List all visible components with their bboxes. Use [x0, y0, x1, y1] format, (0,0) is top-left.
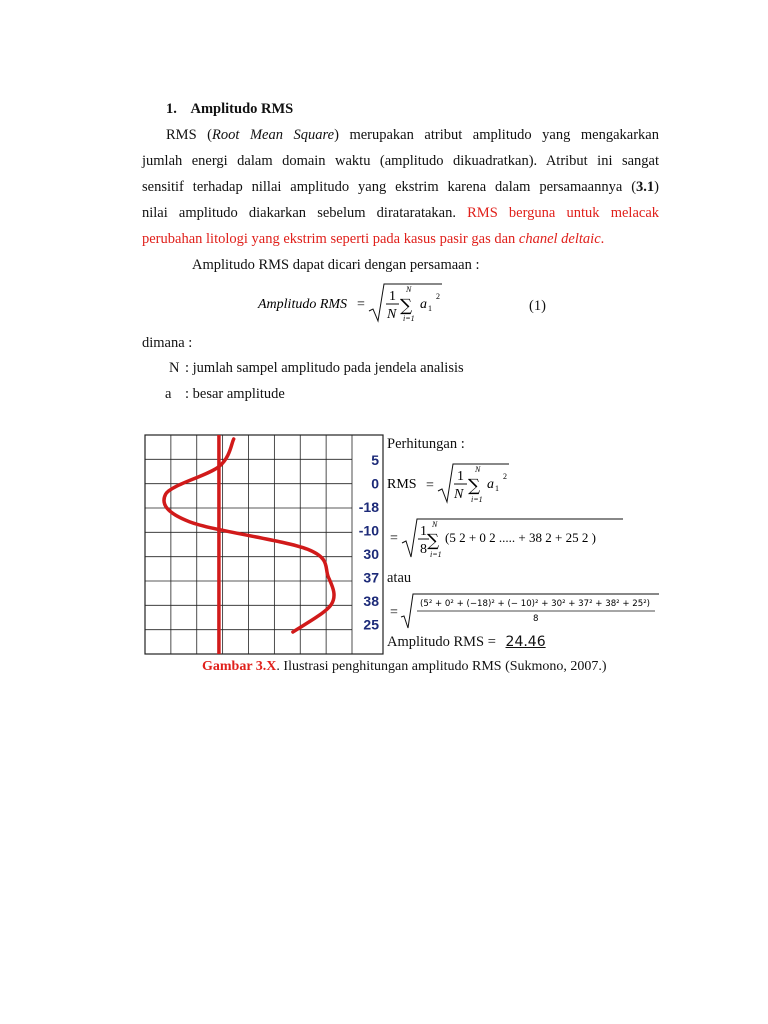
- calc-rms-label: RMS: [387, 477, 417, 492]
- sigma-icon: ∑: [400, 296, 413, 316]
- paragraph-line-2: [142, 152, 659, 170]
- sigma-icon: ∑: [468, 476, 481, 496]
- section-number: 1.: [166, 101, 177, 117]
- highlight-text: RMS berguna untuk melacak: [467, 205, 659, 221]
- calc-num: 1: [457, 469, 464, 484]
- where-item: [165, 385, 285, 403]
- result-label: Amplitudo RMS =: [387, 634, 496, 650]
- equation-1: [256, 281, 556, 327]
- where-item: [169, 359, 464, 377]
- eq-var: a: [420, 297, 427, 312]
- tick-label: -18: [358, 499, 379, 515]
- paragraph-line-5: [142, 230, 604, 248]
- eq-num: 1: [389, 289, 396, 304]
- calc-eq: =: [426, 478, 434, 493]
- calc-result: [387, 633, 546, 651]
- figure-caption: [202, 658, 607, 676]
- calc-rms-graphic: [387, 458, 527, 506]
- calc-rms-formula: [387, 458, 527, 506]
- where-label: dimana :: [142, 335, 193, 351]
- text-run: .: [600, 231, 605, 247]
- calc-sup: 2: [503, 472, 507, 481]
- highlight-text: perubahan litologi yang ekstrim seperti pada kasus pasir gas dan: [142, 231, 516, 247]
- paragraph-line-1: [166, 126, 659, 144]
- sum-bottom: i=1: [403, 314, 415, 323]
- calc-sub: 1: [495, 484, 499, 493]
- calc-var: a: [487, 477, 494, 492]
- where-desc: : besar amplitude: [185, 386, 285, 402]
- text-run: ): [654, 179, 659, 195]
- calc-long-den: 8: [533, 614, 539, 624]
- tick-label: 30: [363, 546, 379, 562]
- calc-long-formula: [387, 590, 662, 632]
- tick-label: 25: [363, 616, 379, 633]
- calc-eq: =: [390, 531, 398, 546]
- chart-grid: [145, 435, 383, 654]
- calc-title: Perhitungan :: [387, 436, 465, 452]
- chart-border: [145, 435, 383, 654]
- where-symbol: N: [169, 360, 180, 376]
- caption-label: Gambar 3.X: [202, 659, 277, 674]
- sum-top: N: [475, 465, 481, 474]
- eq-den: N: [387, 307, 397, 322]
- sum-top: N: [406, 285, 412, 294]
- equation-ref: 3.1: [636, 179, 655, 195]
- equation-1-graphic: [256, 281, 556, 327]
- eq-lhs: Amplitudo RMS: [258, 297, 348, 312]
- tick-label: 37: [363, 569, 379, 586]
- eq-sup: 2: [436, 292, 440, 301]
- paragraph-line-4: [142, 204, 659, 222]
- text-run: jumlah energi dalam domain waktu (amplitudo dikuadratkan). Atribut ini sangat: [142, 153, 659, 169]
- caption-text: . Ilustrasi penghitungan amplitudo RMS (Sukmono, 2007.): [276, 659, 607, 674]
- sum-bottom: i=1: [471, 495, 483, 504]
- amplitude-trace: [164, 439, 334, 632]
- calc-long-num: (5² + 0² + (−18)² + (− 10)² + 30² + 37² + 38² + 25²): [420, 599, 651, 609]
- text-run: RMS (: [166, 127, 213, 143]
- calc-long-graphic: [387, 590, 662, 632]
- trace-layer: [164, 435, 334, 654]
- section-heading: [166, 100, 293, 118]
- calc-den8: 8: [420, 542, 427, 557]
- equation-number: (1): [529, 298, 546, 314]
- calc-expanded-graphic: [387, 513, 627, 561]
- text-run: ) merupakan atribut amplitudo yang mengakarkan: [334, 127, 659, 143]
- highlight-italic: chanel deltaic: [518, 231, 601, 247]
- calc-den: N: [454, 487, 464, 502]
- calc-atau: atau: [387, 570, 412, 586]
- result-value: 24.46: [505, 634, 546, 650]
- amplitude-chart: [144, 434, 384, 656]
- text-run: nilai amplitudo diakarkan sebelum dirataratakan.: [142, 205, 456, 221]
- tick-labels-layer: [359, 452, 379, 633]
- sigma-icon: ∑: [427, 531, 440, 551]
- where-symbol: a: [165, 386, 172, 402]
- calc-eq: =: [390, 605, 398, 620]
- calc-expand: (5 2 + 0 2 ..... + 38 2 + 25 2 ): [445, 530, 596, 545]
- tick-label: -10: [358, 522, 379, 539]
- calc-num8: 1: [420, 524, 427, 539]
- text-run: sensitif terhadap nillai amplitudo yang ekstrim karena dalam persamaannya (: [142, 179, 637, 195]
- where-desc: : jumlah sampel amplitudo pada jendela analisis: [185, 360, 464, 376]
- sum-bottom: i=1: [430, 550, 442, 559]
- tick-label: 38: [363, 593, 379, 609]
- italic-term: Root Mean Square: [212, 127, 335, 143]
- intro-text: Amplitudo RMS dapat dicari dengan persamaan :: [192, 257, 480, 273]
- eq-sub: 1: [428, 304, 432, 313]
- tick-label: 0: [371, 475, 379, 492]
- paragraph-line-3: [142, 178, 659, 196]
- calc-expanded-formula: [387, 513, 627, 561]
- tick-label: 5: [371, 452, 379, 468]
- eq-equals: =: [357, 297, 365, 312]
- amplitude-figure: [144, 434, 384, 656]
- sum-top: N: [432, 520, 438, 529]
- section-title: Amplitudo RMS: [190, 101, 294, 117]
